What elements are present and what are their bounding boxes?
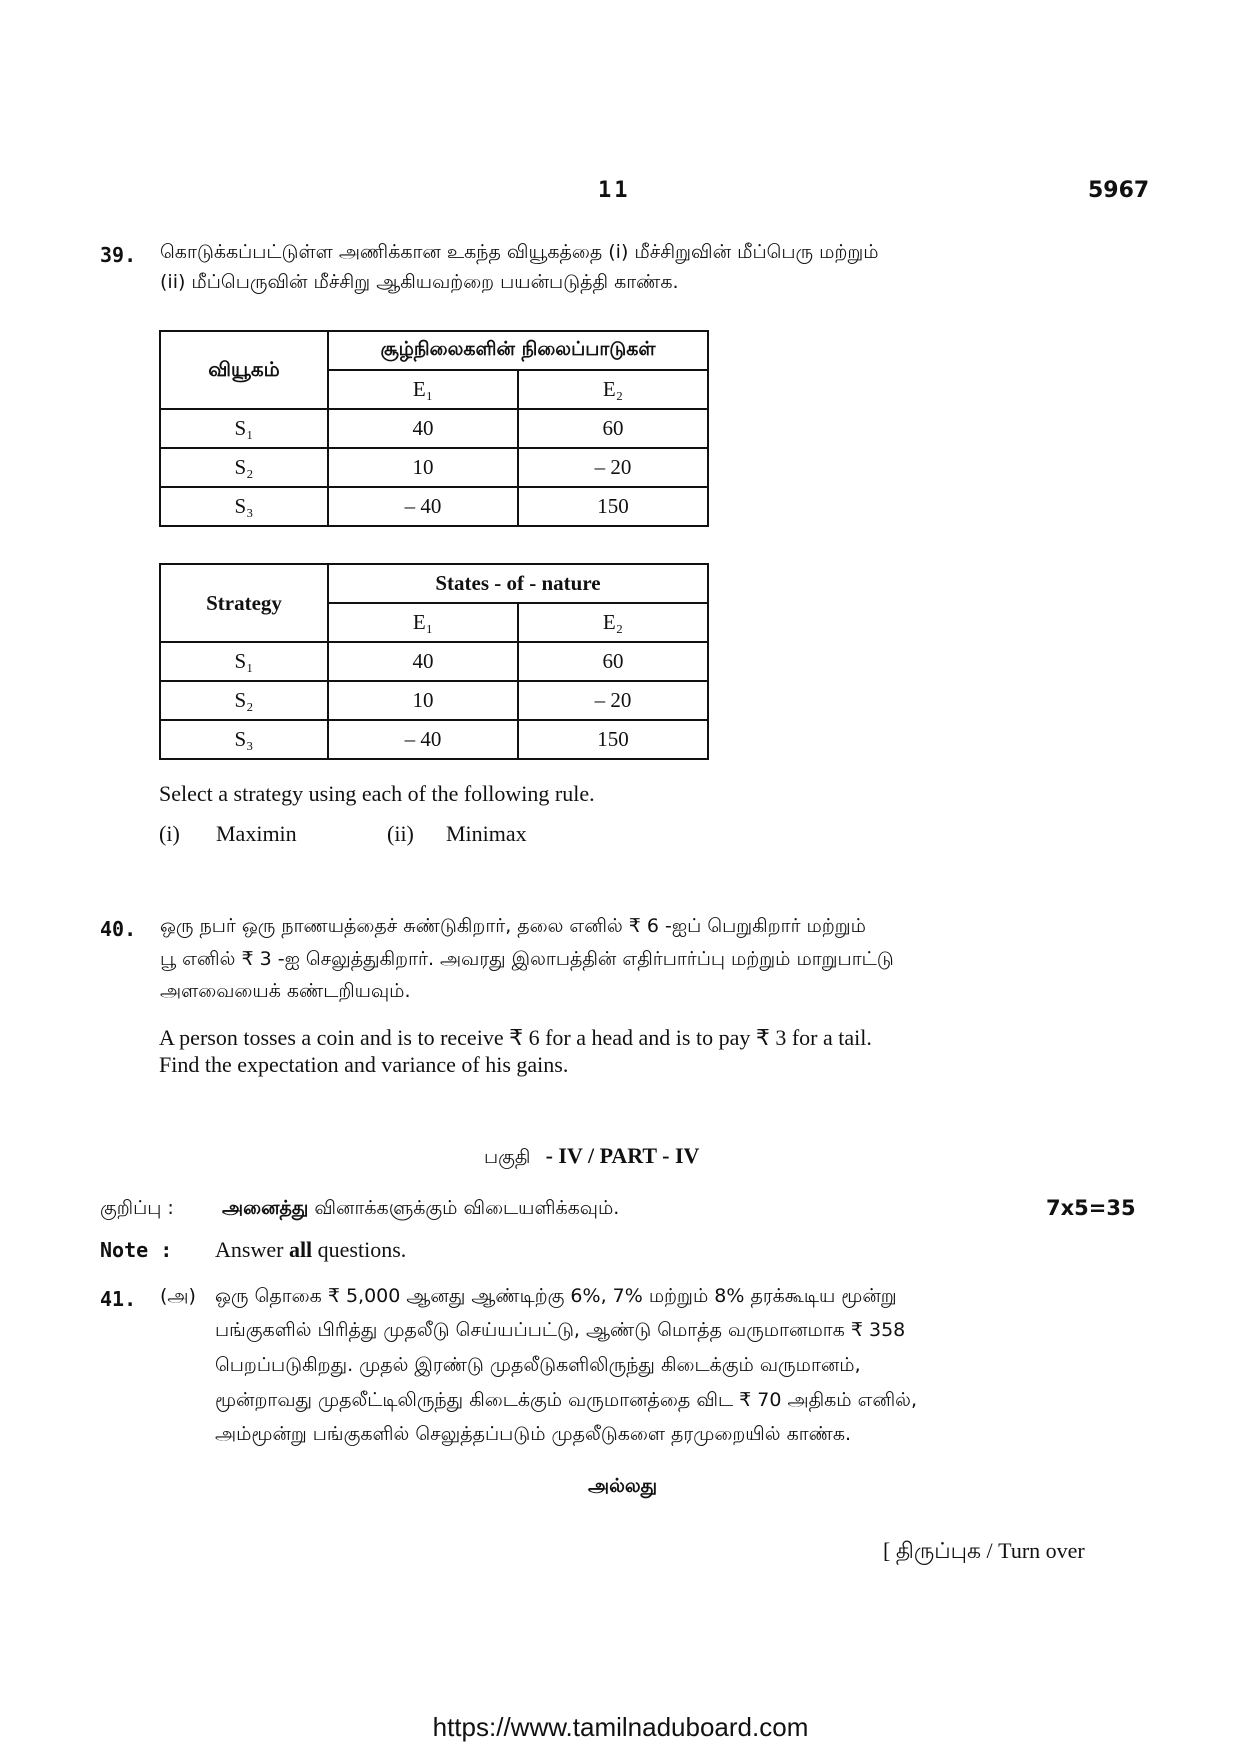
turn-over: [ திருப்புக / Turn over <box>883 1538 1085 1563</box>
row-strategy: S₂ <box>160 681 328 720</box>
cell-e2: 150 <box>518 720 708 759</box>
q39-tamil-line-2: (ii) மீப்பெருவின் மீச்சிறு ஆகியவற்றை பயன்படுத்தி காண்க. <box>160 271 679 293</box>
note-english-bold: all <box>288 1237 313 1262</box>
question-number-40: 40. <box>100 917 137 941</box>
q41-sub-label: (அ) <box>160 1285 196 1307</box>
question-number-39: 39. <box>100 243 137 267</box>
question-number-41: 41. <box>100 1287 137 1311</box>
part-title <box>484 1141 699 1173</box>
cell-e1: – 40 <box>328 720 518 759</box>
note-tamil-bold: அனைத்து <box>222 1197 309 1219</box>
page-number: 11 <box>598 178 631 203</box>
q40-tamil-line-2: பூ எனில் ₹ 3 -ஐ செலுத்துகிறார். அவரது இலாபத்தின் எதிர்பார்ப்பு மற்றும் மாறுபாட்டு <box>160 948 894 970</box>
row-strategy: S₁ <box>160 409 328 448</box>
strategy-header-ta: வியூகம் <box>160 331 328 409</box>
cell-e2: 150 <box>518 487 708 526</box>
q39-option-2: Minimax <box>446 821 527 846</box>
q40-tamil-line-3: அளவையைக் கண்டறியவும். <box>160 980 411 1002</box>
note-english <box>215 1236 406 1264</box>
col-header-e1: E₁ <box>328 370 518 409</box>
paper-code: 5967 <box>1088 178 1150 203</box>
note-english-pre: Answer <box>215 1237 284 1262</box>
cell-e1: 40 <box>328 409 518 448</box>
col-header-e2: E₂ <box>518 370 708 409</box>
q41-line-3: பெறப்படுகிறது. முதல் இரண்டு முதலீடுகளிலிருந்து கிடைக்கும் வருமானம், <box>215 1354 861 1376</box>
cell-e2: – 20 <box>518 681 708 720</box>
row-strategy: S₁ <box>160 642 328 681</box>
part-title-english: - IV / PART - IV <box>545 1143 700 1168</box>
strategy-header-en: Strategy <box>160 564 328 642</box>
q39-option-1: Maximin <box>216 821 297 846</box>
cell-e2: 60 <box>518 409 708 448</box>
note-english-label: Note : <box>100 1238 173 1262</box>
note-tamil-label: குறிப்பு : <box>100 1197 174 1219</box>
row-strategy: S₃ <box>160 487 328 526</box>
col-header-e2: E₂ <box>518 603 708 642</box>
row-strategy: S₃ <box>160 720 328 759</box>
or-separator: அல்லது <box>588 1475 658 1497</box>
states-header-ta: சூழ்நிலைகளின் நிலைப்பாடுகள் <box>328 331 708 370</box>
table-row <box>160 409 708 448</box>
note-tamil-rest: வினாக்களுக்கும் விடையளிக்கவும். <box>314 1197 620 1219</box>
payoff-table-english <box>159 563 709 760</box>
states-header-en: States - of - nature <box>328 564 708 603</box>
cell-e1: 10 <box>328 681 518 720</box>
q39-option-1-label: (i) <box>159 821 180 846</box>
table-row <box>160 642 708 681</box>
table-row <box>160 681 708 720</box>
footer-url[interactable]: https://www.tamilnaduboard.com <box>432 1712 809 1742</box>
q39-tamil-line-1: கொடுக்கப்பட்டுள்ள அணிக்கான உகந்த வியூகத்தை (i) மீச்சிறுவின் மீப்பெரு மற்றும் <box>160 241 879 263</box>
q40-tamil-line-1: ஒரு நபர் ஒரு நாணயத்தைச் சுண்டுகிறார், தலை எனில் ₹ 6 -ஐப் பெறுகிறார் மற்றும் <box>160 915 866 937</box>
note-tamil <box>222 1192 619 1224</box>
q41-line-4: மூன்றாவது முதலீட்டிலிருந்து கிடைக்கும் வருமானத்தை விட ₹ 70 அதிகம் எனில், <box>215 1389 917 1411</box>
q41-line-5: அம்மூன்று பங்குகளில் செலுத்தப்படும் முதலீடுகளை தரமுறையில் காண்க. <box>215 1423 852 1445</box>
part-title-tamil: பகுதி <box>484 1146 531 1168</box>
table-row <box>160 720 708 759</box>
table-row <box>160 448 708 487</box>
payoff-table-tamil <box>159 330 709 527</box>
cell-e1: 10 <box>328 448 518 487</box>
q39-option-2-label: (ii) <box>387 821 414 846</box>
q41-line-2: பங்குகளில் பிரித்து முதலீடு செய்யப்பட்டு, ஆண்டு மொத்த வருமானமாக ₹ 358 <box>215 1319 906 1341</box>
cell-e2: 60 <box>518 642 708 681</box>
cell-e1: – 40 <box>328 487 518 526</box>
q39-english-instruction: Select a strategy using each of the following rule. <box>159 781 595 806</box>
row-strategy: S₂ <box>160 448 328 487</box>
marks-scheme: 7x5=35 <box>1046 1196 1136 1220</box>
col-header-e1: E₁ <box>328 603 518 642</box>
q40-english-line-2: Find the expectation and variance of his gains. <box>159 1052 569 1077</box>
cell-e2: – 20 <box>518 448 708 487</box>
table-row <box>160 487 708 526</box>
cell-e1: 40 <box>328 642 518 681</box>
note-english-post: questions. <box>317 1237 407 1262</box>
q40-english-line-1: A person tosses a coin and is to receive ₹ 6 for a head and is to pay ₹ 3 for a tail. <box>159 1025 872 1050</box>
q41-line-1: ஒரு தொகை ₹ 5,000 ஆனது ஆண்டிற்கு 6%, 7% மற்றும் 8% தரக்கூடிய மூன்று <box>215 1285 897 1307</box>
